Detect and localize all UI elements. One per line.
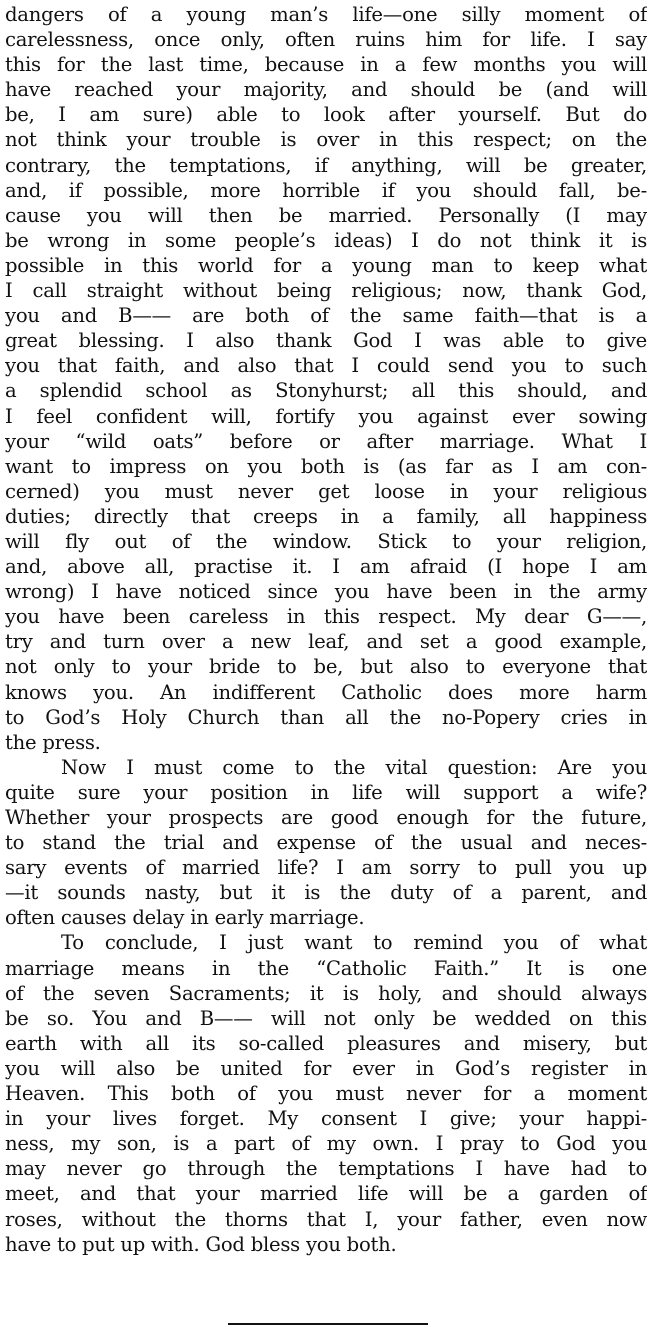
text-line: may never go through the temptations I have had to: [5, 1157, 647, 1181]
text-line: of the seven Sacraments; it is holy, and should always: [5, 981, 647, 1005]
text-line: and, if possible, more horrible if you should fall, be-: [5, 178, 647, 202]
text-line: I call straight without being religious; now, thank God,: [5, 279, 647, 303]
text-line: your “wild oats” before or after marriage. What I: [5, 429, 647, 453]
text-line: possible in this world for a young man to keep what: [5, 253, 647, 277]
text-line: be, I am sure) able to look after yourself. But do: [5, 103, 647, 127]
text-line: meet, and that your married life will be a garden of: [5, 1182, 647, 1206]
paragraph-last-line: have to put up with. God bless you both.: [5, 1232, 397, 1256]
text-line: contrary, the temptations, if anything, will be greater,: [5, 153, 647, 177]
paragraph-last-line: the press.: [5, 730, 101, 754]
text-line: great blessing. I also thank God I was able to give: [5, 329, 647, 353]
text-line: duties; directly that creeps in a family, all happiness: [5, 504, 647, 528]
text-line: wrong) I have noticed since you have been in the army: [5, 580, 647, 604]
text-line: you will also be united for ever in God’s register in: [5, 1056, 647, 1080]
text-line: be so. You and B—— will not only be wedded on this: [5, 1006, 647, 1030]
text-line: to God’s Holy Church than all the no-Popery cries in: [5, 705, 647, 729]
text-line: try and turn over a new leaf, and set a good example,: [5, 630, 647, 654]
text-line: quite sure your position in life will support a wife?: [5, 780, 647, 804]
text-line: in your lives forget. My consent I give; your happi-: [5, 1107, 647, 1131]
text-line: you have been careless in this respect. My dear G——,: [5, 605, 647, 629]
text-line: a splendid school as Stonyhurst; all this should, and: [5, 379, 647, 403]
text-line: cerned) you must never get loose in your religious: [5, 479, 647, 503]
text-line: Whether your prospects are good enough for the future,: [5, 806, 647, 829]
text-line: not think your trouble is over in this respect; on the: [5, 128, 647, 152]
text-line: roses, without the thorns that I, your father, even now: [5, 1207, 647, 1231]
text-line: you and B—— are both of the same faith—that is a: [5, 304, 647, 328]
text-line: have reached your majority, and should be (and will: [5, 78, 647, 102]
text-line: knows you. An indifferent Catholic does more harm: [5, 680, 647, 704]
paragraph-first-line: To conclude, I just want to remind you of what: [61, 931, 647, 955]
text-line: you that faith, and also that I could send you to such: [5, 354, 647, 378]
text-line: —it sounds nasty, but it is the duty of a parent, and: [5, 881, 647, 905]
text-line: this for the last time, because in a few months you will: [5, 53, 647, 77]
text-line: marriage means in the “Catholic Faith.” It is one: [5, 956, 647, 980]
text-line: Heaven. This both of you must never for a moment: [5, 1082, 647, 1106]
paragraph-first-line: Now I must come to the vital question: Are you: [61, 755, 647, 779]
text-line: and, above all, practise it. I am afraid (I hope I am: [5, 555, 647, 579]
text-line: ness, my son, is a part of my own. I pray to God you: [5, 1132, 647, 1156]
text-line: dangers of a young man’s life—one silly moment of: [5, 3, 647, 26]
text-line: earth with all its so-called pleasures and misery, but: [5, 1031, 647, 1055]
text-line: carelessness, once only, often ruins him for life. I say: [5, 28, 647, 52]
section-divider-rule: [228, 1323, 428, 1325]
text-line: to stand the trial and expense of the usual and neces-: [5, 831, 647, 855]
text-line: not only to your bride to be, but also to everyone that: [5, 655, 647, 679]
text-line: I feel confident will, fortify you against ever sowing: [5, 404, 647, 428]
text-line: sary events of married life? I am sorry to pull you up: [5, 856, 647, 880]
paragraph-last-line: often causes delay in early marriage.: [5, 906, 365, 930]
text-line: want to impress on you both is (as far as I am con-: [5, 454, 647, 478]
letter-text-column: [5, 2, 647, 1257]
text-line: be wrong in some people’s ideas) I do not think it is: [5, 228, 647, 252]
text-line: cause you will then be married. Personally (I may: [5, 203, 647, 227]
text-line: will fly out of the window. Stick to your religion,: [5, 529, 647, 553]
